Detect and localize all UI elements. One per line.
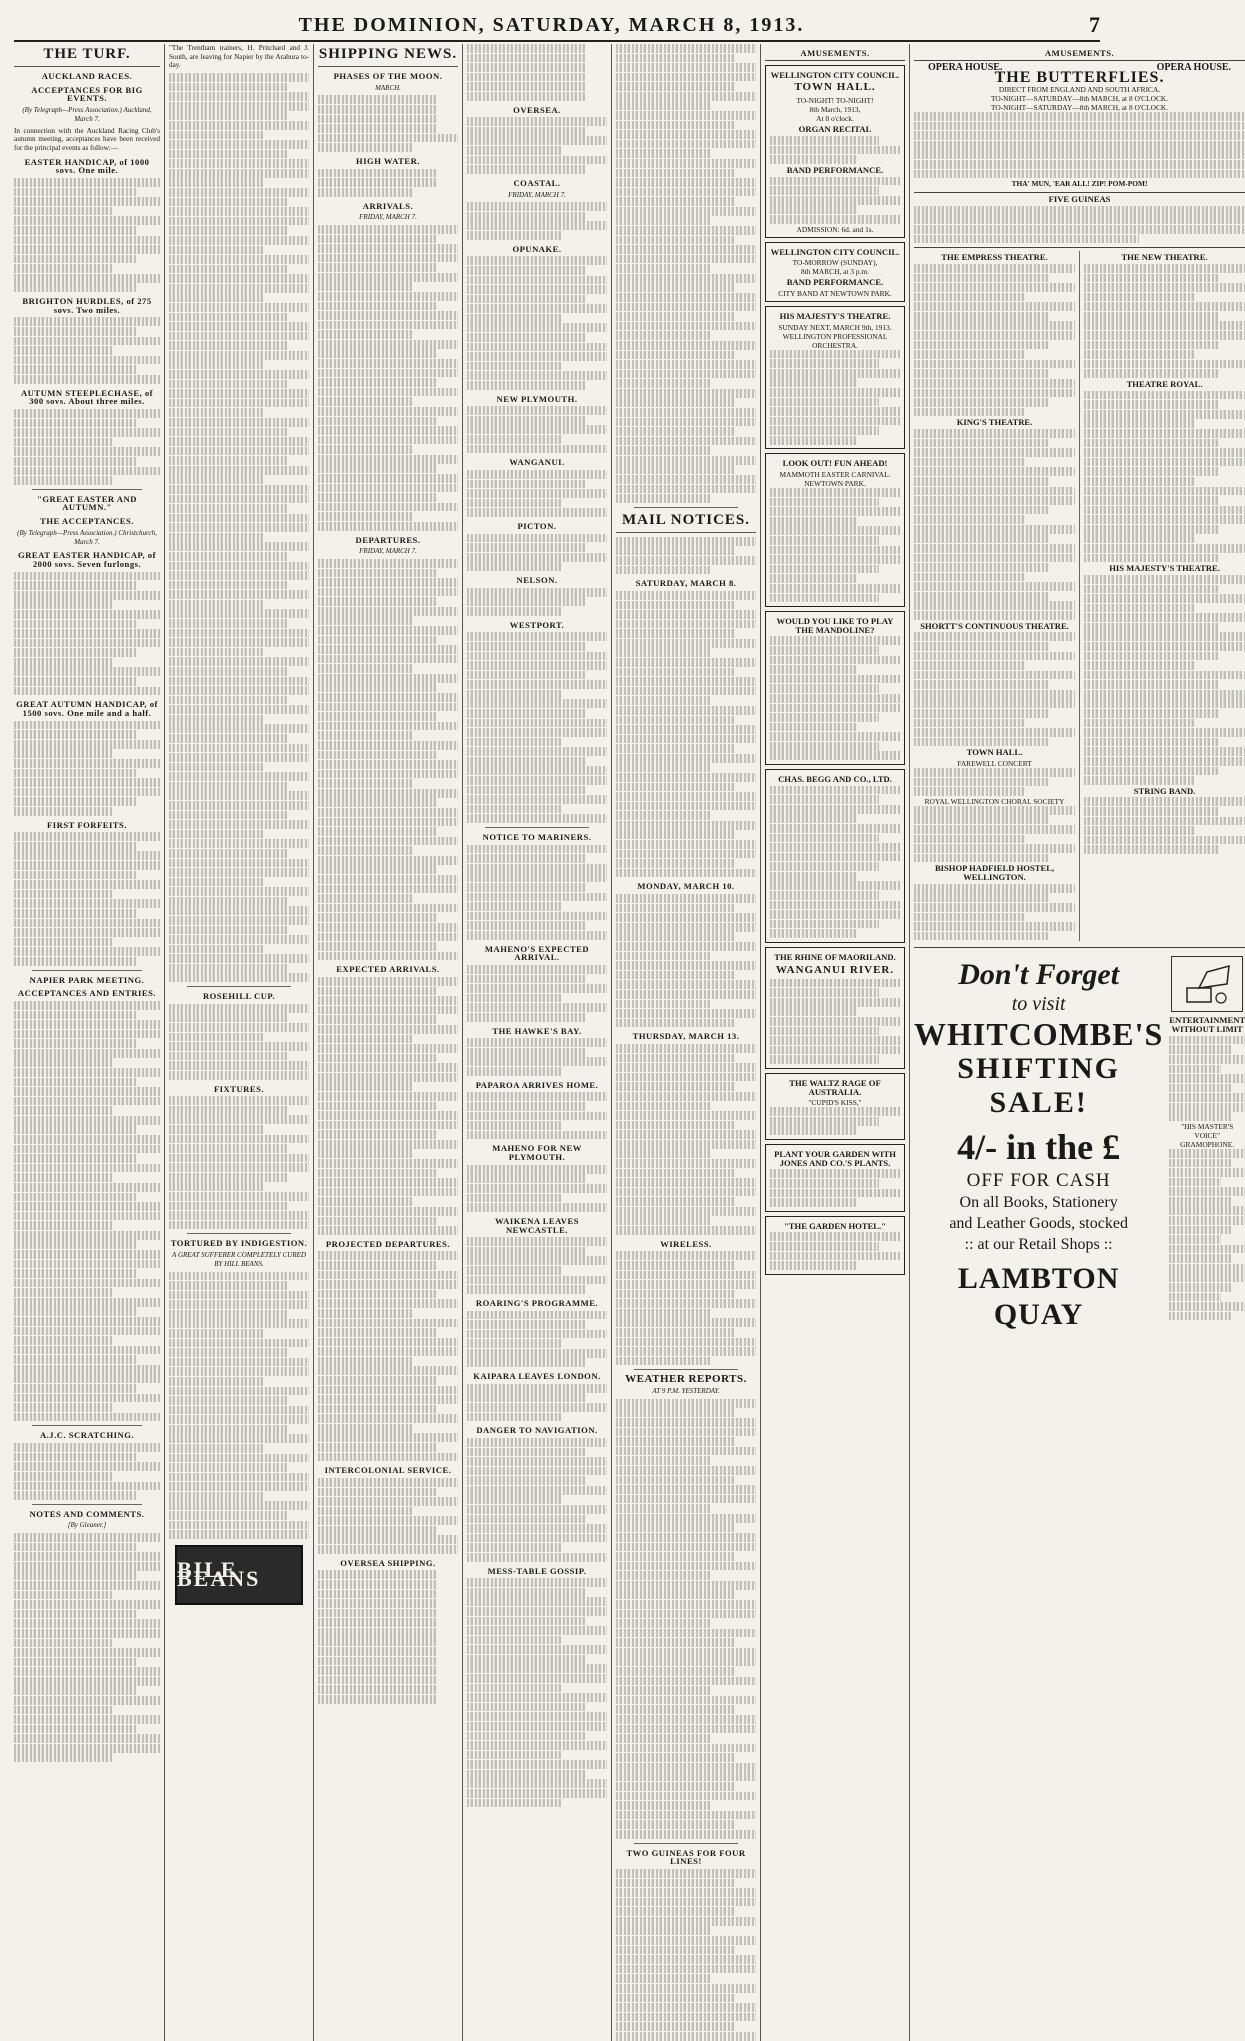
section-heading: PROJECTED DEPARTURES.	[325, 1238, 451, 1249]
text-block	[318, 559, 458, 960]
section-heading: COASTAL.	[513, 177, 561, 188]
section-heading: EXPECTED ARRIVALS.	[336, 964, 440, 975]
text-block	[14, 721, 160, 816]
text-block	[467, 1311, 607, 1368]
section-heading: SATURDAY, MARCH 8.	[635, 578, 737, 589]
text-block	[616, 1399, 756, 1839]
column-amusements	[765, 44, 905, 2041]
garden-ad	[765, 1144, 905, 1212]
ad-line: :: at our Retail Shops ::	[964, 1236, 1113, 1254]
amusements-heading: AMUSEMENTS.	[765, 49, 905, 61]
ad-title: THE EMPRESS THEATRE.	[941, 252, 1048, 263]
theatre-ads	[914, 247, 1245, 941]
text-block	[467, 202, 607, 239]
ad-line: and Leather Goods, stocked	[949, 1215, 1128, 1233]
section-heading: HIGH WATER.	[356, 155, 420, 166]
ad-line: TO-MORROW (SUNDAY),	[792, 258, 878, 268]
text-block	[318, 977, 458, 1235]
text-block	[467, 534, 607, 571]
waltz-ad	[765, 1073, 905, 1140]
section-subheading: A GREAT SUFFERER COMPLETELY CURED BY HILL BEANS.	[172, 1251, 306, 1268]
text-block	[14, 1533, 160, 1762]
section-subheading: ACCEPTANCES AND ENTRIES.	[17, 988, 157, 999]
begg-ad	[765, 769, 905, 943]
ad-headline: SHIFTING SALE!	[957, 1052, 1120, 1120]
section-heading: NELSON.	[516, 575, 558, 586]
byline: [By Gleaner.]	[67, 1521, 107, 1530]
text-block	[467, 256, 607, 389]
ad-line: TOWN HALL.	[794, 81, 876, 94]
mandoline-ad	[765, 611, 905, 765]
page-number: 7	[1089, 12, 1100, 37]
text-block	[14, 317, 160, 383]
ad-line: 8th MARCH, at 3 p.m.	[801, 267, 869, 277]
text-block	[14, 832, 160, 965]
event-heading: FIRST FORFEITS.	[47, 819, 127, 830]
section-heading: KAIPARA LEAVES LONDON.	[473, 1371, 601, 1382]
column-amusements-right	[914, 44, 1245, 2041]
section-heading: NOTES AND COMMENTS.	[29, 1508, 145, 1519]
text-block	[169, 1272, 309, 1539]
text-block	[467, 588, 607, 616]
ad-title: THE WALTZ RAGE OF AUSTRALIA.	[789, 1077, 881, 1097]
text-block	[14, 178, 160, 292]
text-block	[467, 406, 607, 453]
text-block	[467, 470, 607, 517]
ad-title: THEATRE ROYAL.	[1126, 379, 1203, 390]
ad-discount: 4/- in the £	[957, 1127, 1121, 1168]
text-block	[467, 1092, 607, 1139]
ad-line: 8th March, 1913,	[809, 105, 861, 115]
text-block	[318, 95, 458, 152]
text-block	[318, 1570, 458, 1703]
ad-title: LOOK OUT! FUN AHEAD!	[782, 458, 888, 469]
text-block	[616, 591, 756, 877]
ad-line: ADMISSION: 6d. and 1s.	[796, 224, 874, 234]
text-block	[169, 1004, 309, 1080]
mail-heading: MAIL NOTICES.	[616, 512, 756, 533]
text-block	[616, 44, 756, 503]
ad-line: WANGANUI RIVER.	[775, 963, 895, 976]
text-block	[318, 1478, 458, 1554]
section-heading: INTERCOLONIAL SERVICE.	[324, 1465, 452, 1476]
ad-line: DIRECT FROM ENGLAND AND SOUTH AFRICA.	[998, 85, 1161, 95]
ad-line: to visit	[1011, 993, 1066, 1016]
newspaper-title: THE DOMINION, SATURDAY, MARCH 8, 1913.	[298, 14, 805, 36]
ad-title: THE NEW THEATRE.	[1121, 252, 1208, 263]
ad-line: NEWTOWN PARK.	[804, 479, 866, 489]
section-heading: ROSEHILL CUP.	[202, 991, 276, 1002]
section-subheading: THE ACCEPTANCES.	[40, 516, 134, 527]
ad-line: TO-NIGHT—SATURDAY—8th MARCH, at 8 O'CLOCK.	[990, 103, 1169, 113]
river-ad	[765, 947, 905, 1069]
column-mail	[616, 44, 756, 2041]
ad-line: ORGAN RECITAL	[798, 124, 872, 135]
section-heading: ROARING'S PROGRAMME.	[475, 1297, 599, 1308]
section-heading: WEATHER REPORTS.	[625, 1373, 747, 1386]
section-heading: TWO GUINEAS FOR FOUR LINES!	[626, 1847, 746, 1867]
section-heading: A.J.C. SCRATCHING.	[39, 1430, 135, 1441]
text-block	[467, 1165, 607, 1212]
ad-line: WELLINGTON PROFESSIONAL ORCHESTRA.	[782, 331, 888, 350]
section-heading: "GREAT EASTER AND AUTUMN."	[37, 493, 137, 513]
text-block	[914, 112, 1245, 178]
column-turf	[14, 44, 160, 2041]
ad-title: HIS MAJESTY'S THEATRE.	[1109, 563, 1220, 574]
ad-title: TOWN HALL.	[966, 747, 1023, 758]
shipping-heading: SHIPPING NEWS.	[318, 46, 458, 67]
ad-line: FAREWELL CONCERT	[957, 759, 1032, 769]
event-heading: GREAT EASTER HANDICAP, of 2000 sovs. Seven furlongs.	[18, 550, 156, 569]
section-heading: PHASES OF THE MOON.	[333, 71, 443, 81]
ad-line: OFF FOR CASH	[966, 1170, 1111, 1192]
text-block	[467, 1578, 607, 1807]
majestys-ad	[765, 306, 905, 449]
ad-line: "CUPID'S KISS,"	[808, 1098, 862, 1108]
ad-line: SUNDAY NEXT, MARCH 9th, 1913.	[778, 322, 892, 332]
event-heading: BRIGHTON HURDLES, of 275 sovs. Two miles.	[22, 296, 152, 315]
ad-line: ROYAL WELLINGTON CHORAL SOCIETY	[924, 796, 1065, 806]
section-heading: FIXTURES.	[213, 1083, 265, 1094]
section-heading: THE HAWKE'S BAY.	[492, 1025, 582, 1036]
section-subheading: FRIDAY, MARCH 7.	[359, 213, 417, 222]
column-shipping-continued	[467, 44, 607, 2041]
ad-line: THA' MUN, 'EAR ALL! ZIP! POM-POM!	[1011, 179, 1148, 189]
text-block	[318, 225, 458, 531]
text-block	[318, 169, 458, 197]
article-paragraph: In connection with the Auckland Racing Club's autumn meeting, acceptances have been received for the principal events as follow:—	[14, 126, 160, 152]
ad-line: MAMMOTH EASTER CARNIVAL.	[779, 470, 891, 480]
amusements-heading: AMUSEMENTS.	[914, 49, 1245, 61]
section-heading: MAHENO FOR NEW PLYMOUTH.	[492, 1143, 582, 1163]
section-heading: PAPAROA ARRIVES HOME.	[475, 1079, 599, 1090]
section-heading: DANGER TO NAVIGATION.	[476, 1425, 598, 1436]
ad-title: SHORTT'S CONTINUOUS THEATRE.	[920, 620, 1069, 631]
text-block	[467, 1038, 607, 1075]
masthead	[14, 6, 1100, 42]
ad-line: BAND PERFORMANCE.	[786, 164, 884, 175]
ad-line: At 8 o'clock.	[816, 114, 854, 124]
column-shipping	[318, 44, 458, 2041]
section-heading: PICTON.	[517, 521, 557, 531]
text-block	[467, 44, 607, 101]
section-heading: WAIKENA LEAVES NEWCASTLE.	[495, 1215, 579, 1235]
ad-title: HIS MAJESTY'S THEATRE.	[779, 310, 891, 321]
ad-title: KING'S THEATRE.	[956, 417, 1033, 428]
event-heading: GREAT AUTUMN HANDICAP, of 1500 sovs. One mile and a half.	[16, 699, 158, 719]
event-heading: AUTUMN STEEPLECHASE, of 300 sovs. About three miles.	[20, 387, 154, 407]
ad-title: "THE GARDEN HOTEL."	[784, 1220, 886, 1231]
ad-line: TO-NIGHT—SATURDAY—8th MARCH, at 8 O'CLOCK.	[990, 94, 1169, 104]
text-block	[14, 1001, 160, 1422]
section-heading: TORTURED BY INDIGESTION.	[170, 1238, 308, 1249]
ad-title: THE RHINE OF MAORILAND.	[774, 951, 896, 962]
text-block	[14, 572, 160, 696]
ad-line: CITY BAND AT NEWTOWN PARK.	[778, 288, 892, 298]
hotel-ad	[765, 1216, 905, 1275]
section-heading: THURSDAY, MARCH 13.	[632, 1031, 740, 1042]
section-heading: NEW PLYMOUTH.	[496, 393, 578, 404]
lower-ads	[914, 947, 1245, 1333]
opera-house-label: OPERA HOUSE.	[1156, 61, 1232, 73]
section-heading: MONDAY, MARCH 10.	[637, 881, 735, 892]
bile-beans-ad: BILE BEANS	[175, 1545, 303, 1605]
section-heading: ARRIVALS.	[362, 200, 414, 211]
section-heading: DEPARTURES.	[355, 534, 421, 545]
column-turf-continued	[169, 44, 309, 2041]
section-heading: OVERSEA.	[513, 104, 561, 115]
ad-title: FIVE GUINEAS	[914, 192, 1245, 204]
ad-title: WOULD YOU LIKE TO PLAY THE MANDOLINE?	[776, 616, 894, 635]
text-block	[467, 845, 607, 940]
ad-title: WELLINGTON CITY COUNCIL.	[770, 69, 900, 80]
ad-title: ENTERTAINMENT WITHOUT LIMIT	[1169, 1015, 1245, 1035]
whitcombe-ad	[914, 958, 1163, 1333]
ad-title: BISHOP HADFIELD HOSTEL, WELLINGTON.	[934, 863, 1055, 883]
ad-line: BAND PERFORMANCE.	[786, 277, 884, 288]
section-heading: WANGANUI.	[509, 457, 565, 468]
text-block	[169, 1096, 309, 1229]
text-block	[14, 409, 160, 485]
text-block	[467, 1237, 607, 1294]
ad-title: STRING BAND.	[1133, 785, 1196, 796]
carnival-ad	[765, 453, 905, 607]
ad-title: WELLINGTON CITY COUNCIL.	[770, 246, 900, 257]
section-heading: MAHENO'S EXPECTED ARRIVAL.	[484, 943, 590, 963]
section-heading: NOTICE TO MARINERS.	[482, 832, 592, 843]
section-heading: OVERSEA SHIPPING.	[340, 1557, 436, 1568]
section-heading: NAPIER PARK MEETING.	[29, 974, 145, 985]
council-ad	[765, 65, 905, 238]
text-block	[467, 632, 607, 823]
event-heading: EASTER HANDICAP, of 1000 sovs. One mile.	[24, 156, 150, 176]
section-heading: WIRELESS.	[660, 1238, 712, 1249]
ad-line: On all Books, Stationery	[959, 1194, 1118, 1212]
butterflies-title: THE BUTTERFLIES.	[994, 69, 1165, 87]
section-subheading: FRIDAY, MARCH 7.	[359, 547, 417, 556]
ad-line: TO-NIGHT! TO-NIGHT!	[796, 96, 874, 106]
ad-title: CHAS. BEGG AND CO., LTD.	[778, 774, 892, 784]
section-heading: AUCKLAND RACES.	[41, 71, 133, 81]
gramophone-icon	[1171, 956, 1243, 1012]
ad-location: LAMBTON QUAY	[957, 1262, 1120, 1332]
section-heading: OPUNAKE.	[512, 243, 562, 254]
section-subheading: ACCEPTANCES FOR BIG EVENTS.	[31, 84, 143, 104]
text-block	[467, 965, 607, 1022]
ad-line: "HIS MASTER'S VOICE" GRAMOPHONE.	[1180, 1121, 1235, 1149]
text-block	[616, 1044, 756, 1235]
byline: (By Telegraph—Press Association.) Auckland, March 7.	[22, 106, 152, 123]
text-block	[616, 1869, 756, 2041]
turf-heading: THE TURF.	[14, 46, 160, 67]
section-heading: WESTPORT.	[509, 619, 565, 630]
text-block	[14, 1443, 160, 1500]
text-block	[616, 1251, 756, 1365]
text-block	[616, 537, 756, 574]
section-heading: MESS-TABLE GOSSIP.	[487, 1565, 587, 1576]
byline: (By Telegraph—Press Association.) Christchurch, March 7.	[17, 528, 157, 546]
article-paragraph: "The Trentham trainers, H. Pritchard and J. South, are leaving for Napier by the Arahura to-day.	[169, 44, 309, 70]
text-block	[616, 894, 756, 1027]
text-block	[467, 117, 607, 174]
text-block	[914, 206, 1245, 243]
council-ad-2	[765, 242, 905, 302]
opera-house-label: OPERA HOUSE.	[928, 61, 1003, 73]
gramophone-ad	[1169, 952, 1245, 1333]
ad-brand: WHITCOMBE'S	[914, 1016, 1164, 1053]
text-block	[318, 1251, 458, 1461]
columns	[14, 44, 1245, 1867]
text-block	[467, 1438, 607, 1562]
text-block	[169, 73, 309, 982]
ad-title: PLANT YOUR GARDEN WITH JONES AND CO.'S PLANTS.	[774, 1149, 896, 1168]
text-block	[467, 1384, 607, 1421]
section-subheading: MARCH.	[375, 83, 401, 92]
ad-headline: Don't Forget	[958, 958, 1120, 992]
section-subheading: AT 9 P.M. YESTERDAY.	[652, 1387, 720, 1396]
section-subheading: FRIDAY, MARCH 7.	[508, 190, 566, 199]
